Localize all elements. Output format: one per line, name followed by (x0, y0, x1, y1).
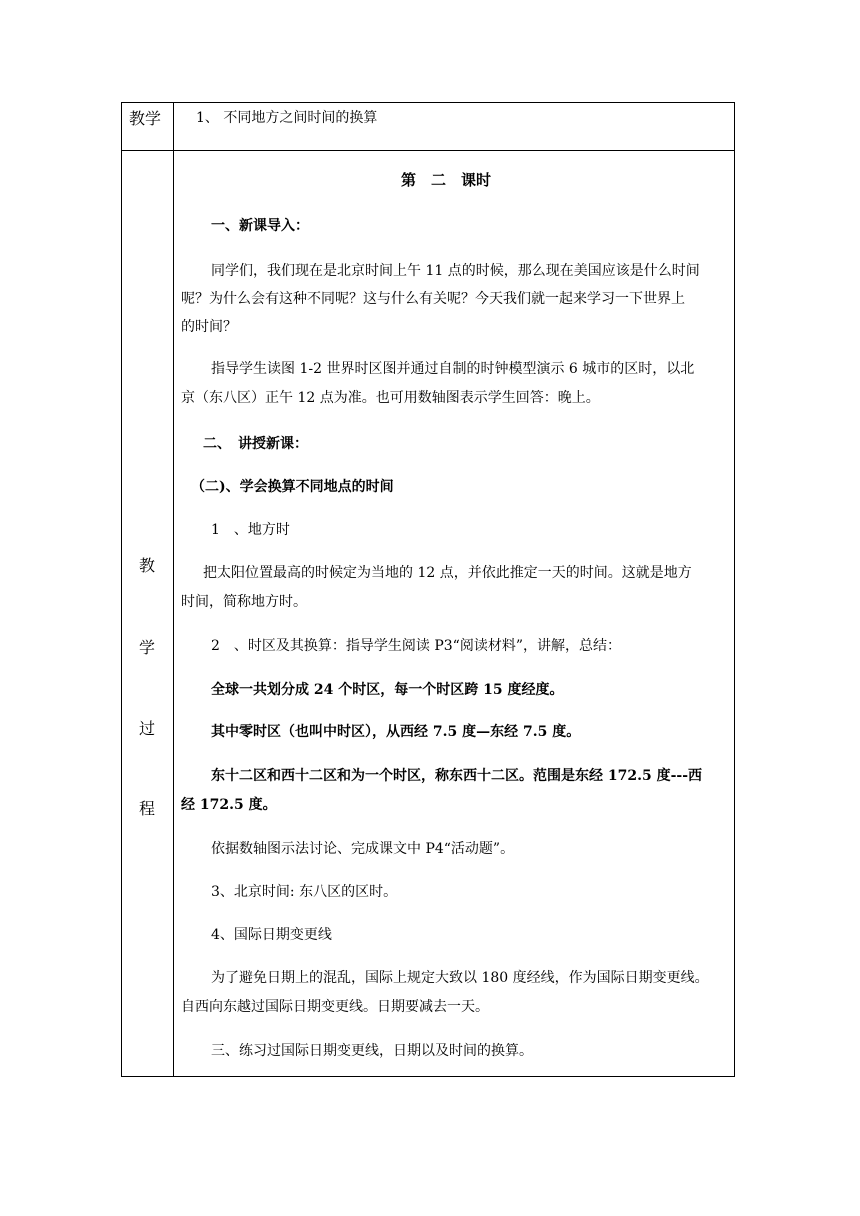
header-label: 教学 (129, 109, 162, 128)
paragraph-line: 指导学生读图 1-2 世界时区图并通过自制的时钟模型演示 6 城市的区时，以北 (211, 361, 695, 377)
paragraph-line: 京（东八区）正午 12 点为准。也可用数轴图表示学生回答：晚上。 (181, 390, 600, 406)
lesson-title: 第 二 课时 (401, 171, 492, 189)
subsection-heading: （二)、学会换算不同地点的时间 (191, 479, 394, 495)
side-label-char: 过 (139, 719, 156, 738)
column-divider (173, 103, 174, 1076)
key-point: 东十二区和西十二区和为一个时区，称东西十二区。范围是东经 172.5 度---西 (211, 768, 703, 784)
side-label-char: 教 (139, 556, 156, 575)
paragraph-line: 自西向东越过国际日期变更线。日期要减去一天。 (181, 999, 489, 1015)
side-label-char: 程 (139, 799, 156, 818)
key-point: 全球一共划分成 24 个时区，每一个时区跨 15 度经度。 (211, 682, 564, 698)
paragraph-line: 同学们，我们现在是北京时间上午 11 点的时候，那么现在美国应该是什么时间 (211, 263, 700, 279)
section-heading: 一、新课导入： (211, 218, 309, 234)
key-point: 经 172.5 度。 (181, 797, 277, 813)
paragraph-line: 为了避免日期上的混乱，国际上规定大致以 180 度经线，作为国际日期变更线。 (211, 970, 709, 986)
paragraph-line: 时间，简称地方时。 (181, 594, 307, 610)
key-point: 其中零时区（也叫中时区），从西经 7.5 度—东经 7.5 度。 (211, 724, 581, 740)
paragraph-line: 把太阳位置最高的时候定为当地的 12 点，并依此推定一天的时间。这就是地方 (203, 565, 692, 581)
item-heading: 三、练习过国际日期变更线，日期以及时间的换算。 (211, 1043, 533, 1059)
section-heading: 二、 讲授新课： (203, 436, 308, 452)
item-heading: 1 、地方时 (211, 522, 290, 538)
header-content: 1、 不同地方之间时间的换算 (196, 110, 378, 126)
item-heading: 3、北京时间: 东八区的区时。 (211, 884, 398, 900)
paragraph-line: 呢？为什么会有这种不同呢？这与什么有关呢？今天我们就一起来学习一下世界上 (181, 291, 685, 307)
item-heading: 4、国际日期变更线 (211, 927, 332, 943)
paragraph-line: 的时间？ (181, 319, 237, 335)
row-divider (122, 150, 734, 151)
item-heading: 2 、时区及其换算：指导学生阅读 P3“阅读材料”，讲解，总结： (211, 638, 621, 654)
side-label-char: 学 (139, 638, 156, 657)
paragraph-line: 依据数轴图示法讨论、完成课文中 P4“活动题”。 (211, 841, 515, 857)
